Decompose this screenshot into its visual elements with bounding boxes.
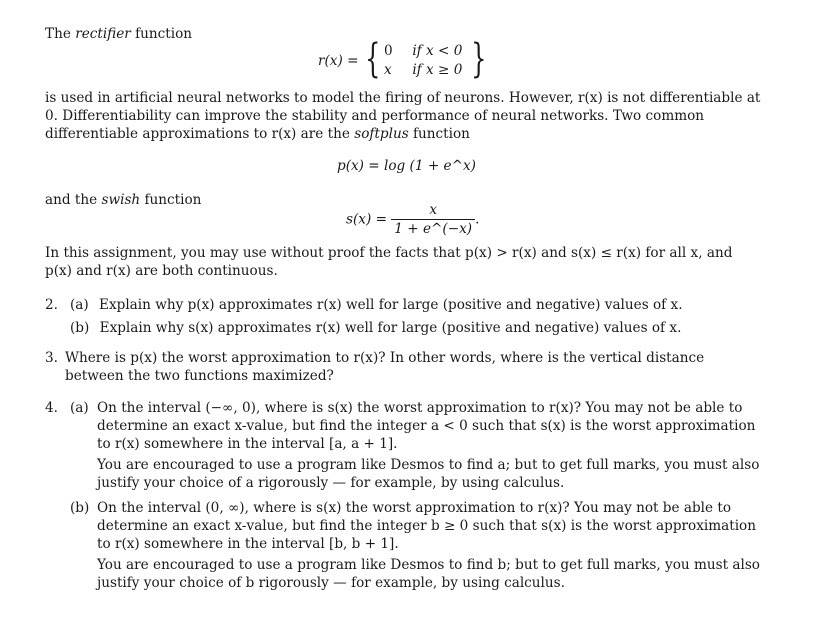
swish-numerator: x bbox=[429, 202, 438, 218]
question-4b bbox=[97, 499, 761, 553]
question-4a bbox=[97, 399, 761, 453]
swish-period: . bbox=[475, 211, 480, 228]
question-2a-label: (a) bbox=[70, 297, 89, 313]
paragraph-1 bbox=[45, 89, 761, 143]
question-2b bbox=[70, 319, 681, 337]
paragraph-1-text: is used in artificial neural networks to model the firing of neurons. However, r(x) is not differentiable at 0. Differentiability can improve the stability and performance of neural networks. Two common differentiable approximations to r(x) are the bbox=[45, 90, 761, 142]
question-4a-text: On the interval (−∞, 0), where is s(x) the worst approximation to r(x)? You may not be able to determine an exact x-value, but find the integer a < 0 such that s(x) is the worst approximation to r(x) somewhere in the interval [a, a + 1]. bbox=[97, 400, 756, 452]
case-2-value: x bbox=[384, 62, 392, 78]
rectifier-equation bbox=[318, 52, 358, 70]
case-1-condition: if x < 0 bbox=[412, 43, 463, 59]
question-2-number: 2. bbox=[45, 297, 58, 313]
intro-the: The bbox=[45, 26, 71, 42]
swish-lhs: s(x) = bbox=[346, 211, 387, 228]
paragraph-2-text: In this assignment, you may use without proof the facts that p(x) > r(x) and s(x) ≤ r(x) for all x, and p(x) and r(x) are both continuous. bbox=[45, 245, 733, 279]
question-4b-text: On the interval (0, ∞), where is s(x) the worst approximation to r(x)? You may not be able to determine an exact x-value, but find the integer b ≥ 0 such that s(x) is the worst approximation to r(x) somewhere in the interval [b, b + 1]. bbox=[97, 500, 756, 552]
question-2a bbox=[70, 296, 683, 314]
case-2-condition: if x ≥ 0 bbox=[412, 62, 463, 78]
and-the-text: and the bbox=[45, 192, 98, 208]
question-2b-text: Explain why s(x) approximates r(x) well for large (positive and negative) values of x. bbox=[99, 320, 682, 336]
softplus-equation bbox=[337, 157, 476, 175]
intro-line bbox=[45, 25, 192, 43]
swish-denominator: 1 + e^(−x) bbox=[391, 219, 475, 238]
question-2a-text: Explain why p(x) approximates r(x) well for large (positive and negative) values of x. bbox=[99, 297, 683, 313]
intro-function-word: function bbox=[135, 26, 193, 42]
left-brace: { bbox=[365, 36, 381, 82]
swish-term: swish bbox=[101, 192, 141, 208]
question-4b-note bbox=[97, 556, 761, 592]
swish-equation bbox=[346, 201, 479, 238]
softplus-term: softplus bbox=[354, 126, 409, 142]
question-4-number: 4. bbox=[45, 400, 58, 416]
softplus-formula: p(x) = log (1 + e^x) bbox=[337, 158, 476, 174]
case-1 bbox=[384, 42, 462, 60]
paragraph-2 bbox=[45, 244, 761, 280]
question-3-number: 3. bbox=[45, 350, 58, 366]
swish-function-word: function bbox=[144, 192, 202, 208]
question-4b-label: (b) bbox=[70, 500, 90, 516]
question-4b-note-text: You are encouraged to use a program like Desmos to find b; but to get full marks, you must also justify your choice of b rigorously — for example, by using calculus. bbox=[97, 557, 760, 591]
question-3 bbox=[65, 349, 761, 385]
swish-fraction bbox=[391, 201, 475, 238]
right-brace: } bbox=[471, 36, 487, 82]
rectifier-term: rectifier bbox=[75, 26, 131, 42]
swish-intro bbox=[45, 191, 201, 209]
case-2 bbox=[384, 61, 462, 79]
question-4a-note-text: You are encouraged to use a program like Desmos to find a; but to get full marks, you must also justify your choice of a rigorously — for example, by using calculus. bbox=[97, 457, 760, 491]
question-2b-label: (b) bbox=[70, 320, 90, 336]
question-4a-note bbox=[97, 456, 761, 492]
question-3-text: Where is p(x) the worst approximation to r(x)? In other words, where is the vertical distance between the two functions maximized? bbox=[65, 350, 705, 384]
rectifier-lhs: r(x) = bbox=[318, 53, 359, 69]
paragraph-1-function-word: function bbox=[413, 126, 470, 142]
question-4a-label: (a) bbox=[70, 400, 89, 416]
case-1-value: 0 bbox=[384, 43, 393, 59]
